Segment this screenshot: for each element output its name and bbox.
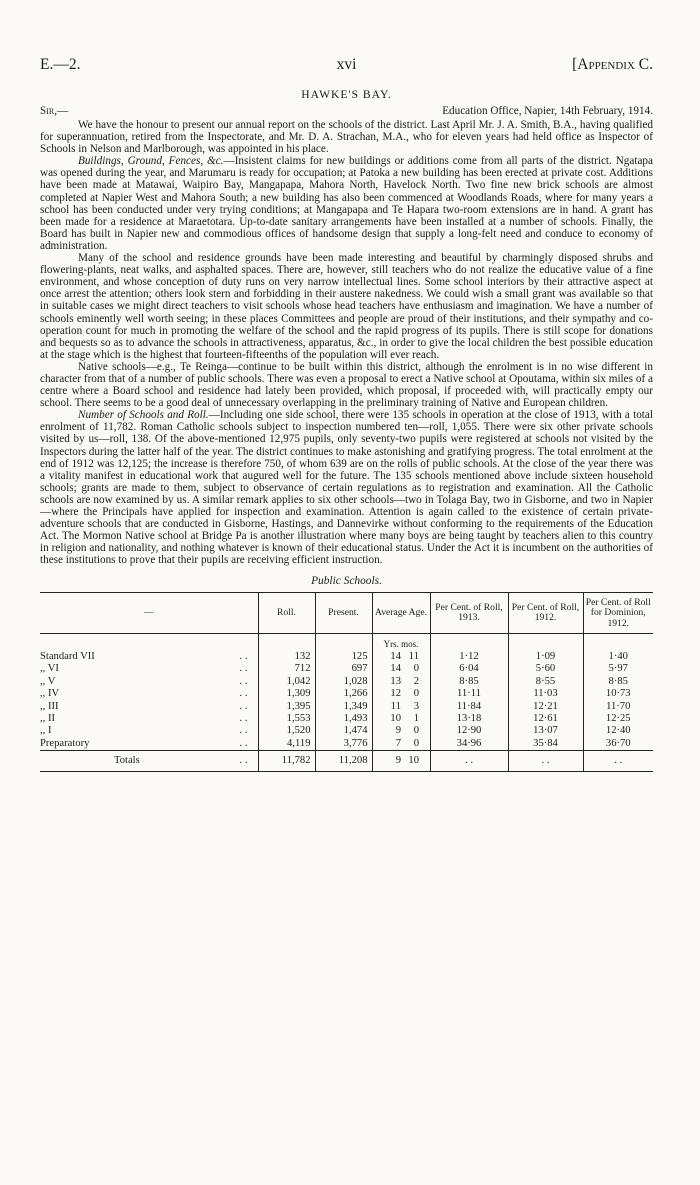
percent-1912-cell: 11·03 <box>508 688 583 700</box>
percent-1912-cell: 8·55 <box>508 676 583 688</box>
column-header-percent-dominion: Per Cent. of Roll for Dominion, 1912. <box>583 593 653 634</box>
table-row <box>40 651 653 663</box>
row-label: ,, VI <box>40 663 59 675</box>
appendix-label: [Appendix C. <box>572 56 653 73</box>
row-label: ,, I <box>40 725 52 737</box>
roll-cell: 1,309 <box>258 688 315 700</box>
table-header-row <box>40 593 653 634</box>
age-months: 2 <box>413 675 419 687</box>
percent-1913-cell: 13·18 <box>430 713 508 725</box>
percent-dominion-cell: 8·85 <box>583 676 653 688</box>
table-cell <box>372 751 430 772</box>
table-cell <box>372 738 430 751</box>
age-years: 13 <box>390 675 401 687</box>
table-row <box>40 663 653 675</box>
present-cell: 125 <box>315 651 372 663</box>
percent-dominion-cell: 5·97 <box>583 663 653 675</box>
age-years: 14 <box>390 663 401 675</box>
row-label: Preparatory <box>40 737 90 749</box>
age-years: 11 <box>390 700 401 712</box>
table-cell <box>372 651 430 663</box>
age-years: 9 <box>395 755 401 767</box>
percent-1913-cell: 34·96 <box>430 738 508 751</box>
table-cell <box>372 701 430 713</box>
table-cell <box>40 663 258 675</box>
percent-1912-cell: 1·09 <box>508 651 583 663</box>
percent-1912-cell: 12·21 <box>508 701 583 713</box>
percent-1913-cell: 8·85 <box>430 676 508 688</box>
report-page <box>40 56 653 772</box>
percent-dominion-cell: 36·70 <box>583 738 653 751</box>
roll-cell: 1,395 <box>258 701 315 713</box>
age-months: 11 <box>408 650 419 662</box>
leader-dots: . . <box>239 700 248 712</box>
paragraph <box>40 155 653 252</box>
percent-dominion-cell: 1·40 <box>583 651 653 663</box>
table-caption: Public Schools. <box>311 575 382 588</box>
paragraph-text: Many of the school and residence grounds have been made interesting and beautiful by charmingly disposed shrubs and flowering-plants, neat walks, and asphalted spaces. There are, however, still teachers who do not realize the educative value of a fine environment, and whose conception of duty runs on very narrow intellectual lines. Some school interiors by their attractive aspect at once arrest the attention; others look stern and forbidding in their austere nakedness. We could wish a small grant was available so that in suitable cases we might direct teachers to visit schools whose head teachers have enthusiasm and imagination. We have a number of schools eminently well worth seeing; in these places Committees and people are proud of their institutions, and their sympathy and co-operation count for much in promoting the welfare of the school and the rapid progress of its pupils. There is still scope for donations and bequests so as to advance the schools in attractiveness, apparatus, &c., in order to give the local children the best possible education at the stage which is the highest that fourteen-fifteenths of the population will ever reach. <box>40 252 653 361</box>
page-header <box>40 56 653 76</box>
percent-1912-cell: . . <box>508 751 583 772</box>
table-row <box>40 725 653 737</box>
column-header-present: Present. <box>315 593 372 634</box>
column-header-percent-1913: Per Cent. of Roll, 1913. <box>430 593 508 634</box>
age-months: 0 <box>413 688 419 700</box>
age-months: 10 <box>408 755 419 767</box>
age-years: 10 <box>390 712 401 724</box>
salutation: Sir,— <box>40 105 69 117</box>
roll-cell: 1,553 <box>258 713 315 725</box>
paragraph <box>40 361 653 409</box>
age-years: 14 <box>390 650 401 662</box>
present-cell: 1,474 <box>315 725 372 737</box>
age-years: 7 <box>395 737 401 749</box>
table-cell <box>40 651 258 663</box>
paragraph <box>40 409 653 566</box>
present-cell: 1,266 <box>315 688 372 700</box>
table-row <box>40 713 653 725</box>
percent-1913-cell: 6·04 <box>430 663 508 675</box>
percent-dominion-cell: 12·40 <box>583 725 653 737</box>
percent-dominion-cell: 11·70 <box>583 701 653 713</box>
paragraph-text: We have the honour to present our annual report on the schools of the district. Last April Mr. J. A. Smith, B.A., having qualified for superannuation, retired from the Inspectorate, and Mr. D. A. Strachan, M.A., who for eleven years had held office as Inspector of Schools in Nelson and Marlborough, was appointed in his place. <box>40 119 653 156</box>
paragraph <box>40 252 653 361</box>
totals-row <box>40 751 653 772</box>
age-unit-label: Yrs. mos. <box>372 634 430 651</box>
age-years: 9 <box>395 725 401 737</box>
percent-dominion-cell: 10·73 <box>583 688 653 700</box>
table-row <box>40 676 653 688</box>
percent-1912-cell: 5·60 <box>508 663 583 675</box>
percent-dominion-cell: 12·25 <box>583 713 653 725</box>
present-cell: 11,208 <box>315 751 372 772</box>
table-cell <box>372 676 430 688</box>
dateline: Education Office, Napier, 14th February, 1914. <box>442 105 653 117</box>
series-code: E.—2. <box>40 56 81 73</box>
age-years: 12 <box>390 688 401 700</box>
roll-cell: 712 <box>258 663 315 675</box>
age-months: 1 <box>413 712 419 724</box>
percent-1913-cell: 1·12 <box>430 651 508 663</box>
age-months: 0 <box>413 725 419 737</box>
table-cell <box>372 663 430 675</box>
paragraph-heading: Buildings, Ground, Fences, &c. <box>78 155 224 168</box>
roll-cell: 1,042 <box>258 676 315 688</box>
table-body <box>40 634 653 772</box>
roll-cell: 4,119 <box>258 738 315 751</box>
public-schools-table <box>40 592 653 772</box>
percent-1912-cell: 13·07 <box>508 725 583 737</box>
age-months: 0 <box>413 737 419 749</box>
percent-1913-cell: 12·90 <box>430 725 508 737</box>
present-cell: 1,493 <box>315 713 372 725</box>
table-subheader-row <box>40 634 653 651</box>
row-label: Standard VII <box>40 650 95 662</box>
age-months: 0 <box>413 663 419 675</box>
leader-dots: . . <box>239 712 248 724</box>
percent-1912-cell: 12·61 <box>508 713 583 725</box>
table-cell <box>40 688 258 700</box>
table-cell <box>372 713 430 725</box>
paragraph-text: —Including one side school, there were 135 schools in operation at the close of 1913, with a total enrolment of 11,782. Roman Catholic schools subject to inspection numbered ten—roll, 1,055. There were six other private schools visited by us—roll, 138. Of the above-mentioned 12,975 pupils, only seventy-two pupils were registered at schools not visited by the Inspectors during the latter half of the year. The district continues to make astonishing and gratifying progress. The total enrolment at the end of 1912 was 12,125; the increase is therefore 750, of whom 639 are on the rolls of public schools. At the close of the year there was a vitality manifest in educational work that augured well for the future. The 135 schools mentioned above include sixteen household schools; grants are made to them, subject to observance of certain regulations as to registration and examination. All the Catholic schools are now examined by us. A similar remark applies to six other schools—two in Tolaga Bay, two in Gisborne, and two in Napier—where the Principals have applied for inspection and examination. Attention is again called to the existence of certain private-adventure schools that are conducted in Gisborne, Hastings, and Dannevirke without conforming to the requirements of the Education Act. The Mormon Native school at Bridge Pa is another illustration where many boys are being taught by teachers alien to this country in religion and nationality, and nothing whatever is known of their educational status. Under the Act it is incumbent on the authorities of these institutions to prove that their pupils are receiving efficient instruction. <box>40 409 653 567</box>
present-cell: 697 <box>315 663 372 675</box>
table-cell <box>40 676 258 688</box>
table-cell <box>40 751 258 772</box>
column-header-roll: Roll. <box>258 593 315 634</box>
row-label: ,, II <box>40 712 56 724</box>
percent-1913-cell: 11·11 <box>430 688 508 700</box>
leader-dots: . . <box>239 688 248 700</box>
page-number: xvi <box>336 56 357 73</box>
row-label: Totals <box>114 755 140 767</box>
table-row <box>40 701 653 713</box>
column-header-label: — <box>40 593 258 634</box>
leader-dots: . . <box>239 663 248 675</box>
roll-cell: 132 <box>258 651 315 663</box>
percent-dominion-cell: . . <box>583 751 653 772</box>
present-cell: 1,028 <box>315 676 372 688</box>
table-row <box>40 688 653 700</box>
paragraph-heading: Number of Schools and Roll. <box>78 409 209 422</box>
paragraph <box>40 119 653 155</box>
present-cell: 3,776 <box>315 738 372 751</box>
row-label: ,, III <box>40 700 59 712</box>
leader-dots: . . <box>239 675 248 687</box>
report-body <box>40 119 653 566</box>
leader-dots: . . <box>239 737 248 749</box>
percent-1912-cell: 35·84 <box>508 738 583 751</box>
roll-cell: 11,782 <box>258 751 315 772</box>
table-cell <box>40 725 258 737</box>
table-row <box>40 738 653 751</box>
district-title: HAWKE'S BAY. <box>301 88 392 101</box>
column-header-average-age: Average Age. <box>372 593 430 634</box>
percent-1913-cell: . . <box>430 751 508 772</box>
letter-heading <box>40 105 653 119</box>
percent-1913-cell: 11·84 <box>430 701 508 713</box>
age-months: 3 <box>413 700 419 712</box>
row-label: ,, IV <box>40 688 60 700</box>
paragraph-text: —Insistent claims for new buildings or additions come from all parts of the district. Ngatapa was opened during the year, and Marumaru is ready for occupation; at Patoka a new building has been erected at private cost. Additions have been made at Matawai, Waipiro Bay, Mangapapa, Mahora North, Havelock North. Two fine new brick schools are almost completed at Napier West and Mahora South; a new building has also been commenced at Woodlands Roads, where for many years a school has been conducted under very trying conditions; at Mangapapa and Te Hapara two-room extensions are in hand. A grant has been made for a residence at Maraetotara. Up-to-date sanitary arrangements have been installed at a number of schools. Finally, the Board has built in Napier new and commodious offices of handsome design that supply a long-felt need and conduce to economy of administration. <box>40 155 653 252</box>
table-cell <box>372 725 430 737</box>
table-cell <box>40 713 258 725</box>
column-header-percent-1912: Per Cent. of Roll, 1912. <box>508 593 583 634</box>
roll-cell: 1,520 <box>258 725 315 737</box>
table-cell <box>40 738 258 751</box>
row-label: ,, V <box>40 675 56 687</box>
leader-dots: . . <box>239 755 248 767</box>
table-cell <box>372 688 430 700</box>
leader-dots: . . <box>239 725 248 737</box>
present-cell: 1,349 <box>315 701 372 713</box>
table-cell <box>40 701 258 713</box>
paragraph-text: Native schools—e.g., Te Reinga—continue to be built within this district, although the enrolment is in no wise different in character from that of a number of public schools. There was even a proposal to erect a Native school at Opoutama, within six miles of a centre where a Board school and residence had lately been provided, which proposal, if proceeded with, will practically empty our school. There seems to be a good deal of unnecessary overlapping in the preliminary training of Native and European children. <box>40 360 653 410</box>
leader-dots: . . <box>239 650 248 662</box>
